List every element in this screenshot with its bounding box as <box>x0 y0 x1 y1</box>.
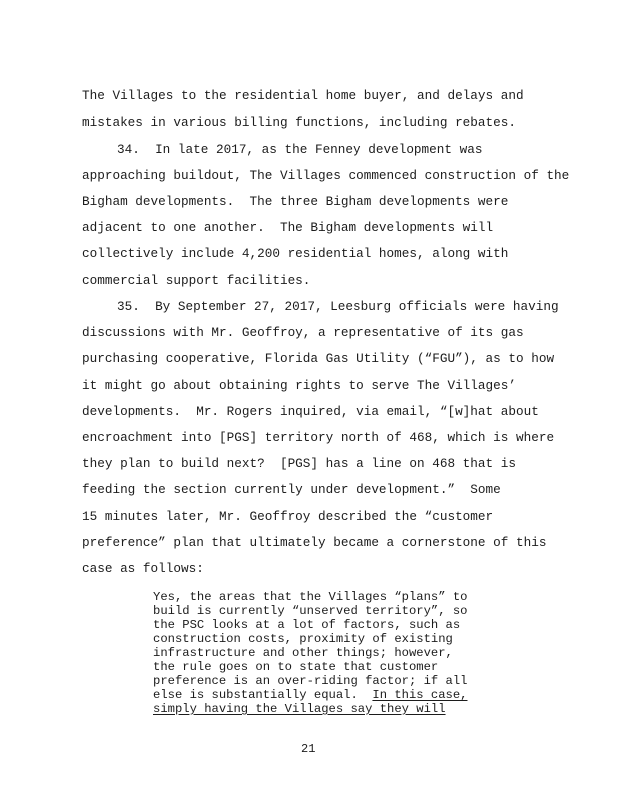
body-line-13: developments. Mr. Rogers inquired, via email, “[w]hat about <box>82 404 539 419</box>
body-line-2: mistakes in various billing functions, including rebates. <box>82 115 516 130</box>
body-line-6: adjacent to one another. The Bigham developments will <box>82 220 494 235</box>
quote-line-7: preference is an over-riding factor; if all <box>153 674 468 688</box>
quote-line-8 <box>153 688 468 702</box>
page-number: 21 <box>301 742 316 756</box>
body-line-10: discussions with Mr. Geoffroy, a representative of its gas <box>82 325 524 340</box>
body-line-4: approaching buildout, The Villages commenced construction of the <box>82 168 570 183</box>
body-line-8: commercial support facilities. <box>82 273 311 288</box>
body-line-15: they plan to build next? [PGS] has a line on 468 that is <box>82 456 516 471</box>
quote-line-2: build is currently “unserved territory”, so <box>153 604 468 618</box>
body-line-16: feeding the section currently under development.” Some <box>82 482 501 497</box>
quote-line-5: infrastructure and other things; however, <box>153 646 453 660</box>
quote-line-1: Yes, the areas that the Villages “plans” to <box>153 590 468 604</box>
body-line-18: preference” plan that ultimately became a cornerstone of this <box>82 535 547 550</box>
body-line-1: The Villages to the residential home buyer, and delays and <box>82 88 524 103</box>
quote-line-6: the rule goes on to state that customer <box>153 660 439 674</box>
paragraph-34-start: 34. In late 2017, as the Fenney development was <box>117 142 483 157</box>
body-line-7: collectively include 4,200 residential homes, along with <box>82 246 509 261</box>
body-line-11: purchasing cooperative, Florida Gas Utility (“FGU”), as to how <box>82 351 555 366</box>
body-line-5: Bigham developments. The three Bigham developments were <box>82 194 509 209</box>
quote-line-4: construction costs, proximity of existing <box>153 632 453 646</box>
body-line-12: it might go about obtaining rights to serve The Villages’ <box>82 378 516 393</box>
body-line-19: case as follows: <box>82 561 204 576</box>
quote-emphasis-1: In this case, <box>372 688 468 702</box>
quote-emphasis-2: simply having the Villages say they will <box>153 702 446 716</box>
quote-line-3: the PSC looks at a lot of factors, such as <box>153 618 461 632</box>
quote-line-8-text: else is substantially equal. <box>153 688 373 702</box>
paragraph-35-start: 35. By September 27, 2017, Leesburg officials were having <box>117 299 559 314</box>
body-line-14: encroachment into [PGS] territory north of 468, which is where <box>82 430 555 445</box>
body-line-17: 15 minutes later, Mr. Geoffroy described the “customer <box>82 509 494 524</box>
